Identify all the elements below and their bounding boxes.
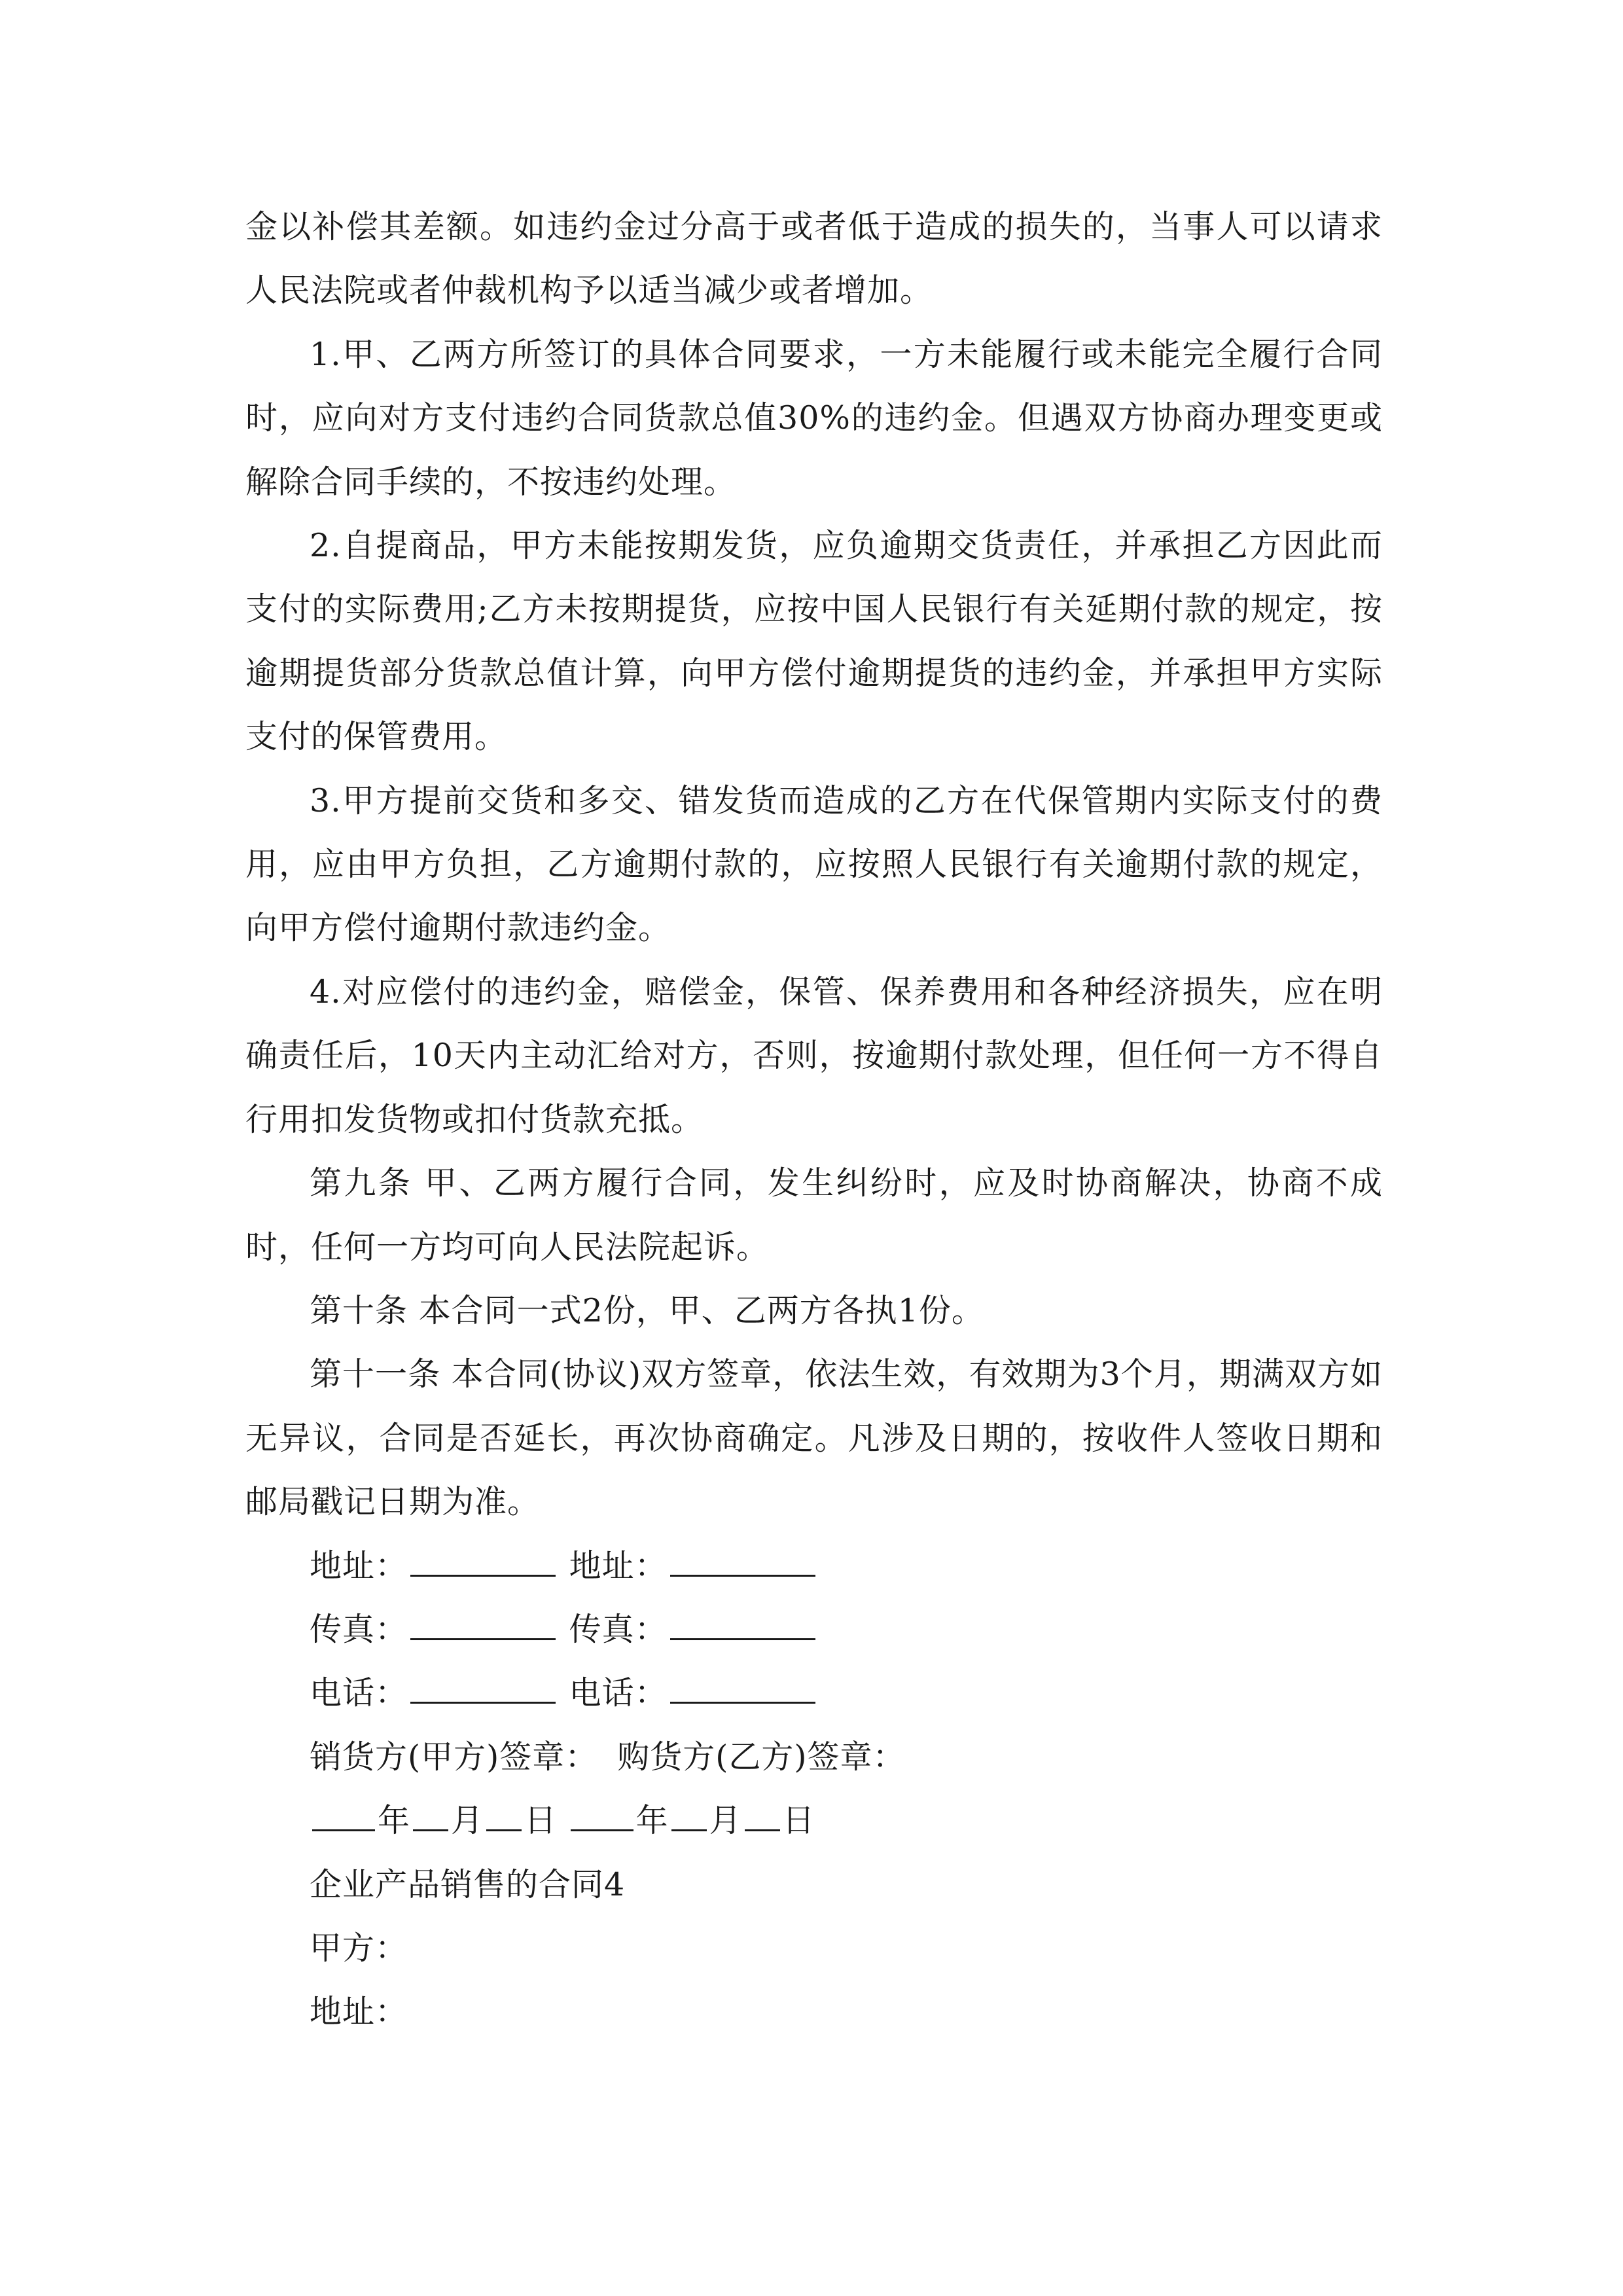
- party-a-label: 甲方：: [310, 1929, 408, 1967]
- phone-row: [245, 1661, 1383, 1725]
- seller-signature-label: 销货方(甲方)签章：: [310, 1738, 598, 1776]
- seller-phone-label: 电话：: [310, 1674, 408, 1712]
- buyer-day-blank: [745, 1795, 780, 1831]
- next-contract-title: 企业产品销售的合同4: [310, 1865, 626, 1903]
- party-a-address-label: 地址：: [310, 1993, 408, 2031]
- buyer-year-blank: [571, 1795, 633, 1831]
- paragraph-article-9: 第九条 甲、乙两方履行合同，发生纠纷时，应及时协商解决，协商不成时，任何一方均可向人民法院起诉。: [245, 1164, 1383, 1266]
- seller-address-label: 地址：: [310, 1547, 408, 1585]
- signature-row: [245, 1725, 1383, 1789]
- seller-day-label: 日: [524, 1802, 558, 1840]
- paragraph-clause-2: 2.自提商品，甲方未能按期发货，应负逾期交货责任，并承担乙方因此而支付的实际费用;乙方未按期提货，应按中国人民银行有关延期付款的规定，按逾期提货部分货款总值计算，向甲方偿付逾期提货的违约金，并承担甲方实际支付的保管费用。: [245, 527, 1383, 756]
- seller-fax-label: 传真：: [310, 1610, 408, 1648]
- seller-month-label: 月: [451, 1802, 484, 1840]
- fax-row: [245, 1598, 1383, 1661]
- seller-address-blank: [410, 1541, 556, 1577]
- buyer-phone-blank: [670, 1668, 815, 1704]
- buyer-phone-label: 电话：: [569, 1674, 668, 1712]
- paragraph-clause-4: 4.对应偿付的违约金，赔偿金，保管、保养费用和各种经济损失，应在明确责任后，10天内主动汇给对方，否则，按逾期付款处理，但任何一方不得自行用扣发货物或扣付货款充抵。: [245, 973, 1383, 1138]
- seller-year-label: 年: [378, 1802, 411, 1840]
- buyer-address-blank: [670, 1541, 815, 1577]
- buyer-fax-blank: [670, 1604, 815, 1640]
- paragraph-penalty-adjustment: 金以补偿其差额。如违约金过分高于或者低于造成的损失的，当事人可以请求人民法院或者仲裁机构予以适当减少或者增加。: [245, 208, 1383, 310]
- paragraph-article-10: 第十条 本合同一式2份，甲、乙两方各执1份。: [310, 1291, 984, 1329]
- buyer-fax-label: 传真：: [569, 1610, 668, 1648]
- seller-year-blank: [312, 1795, 375, 1831]
- buyer-signature-label: 购货方(乙方)签章：: [617, 1738, 906, 1776]
- seller-phone-blank: [410, 1668, 556, 1704]
- seller-fax-blank: [410, 1604, 556, 1640]
- buyer-address-label: 地址：: [569, 1547, 668, 1585]
- buyer-day-label: 日: [782, 1802, 815, 1840]
- buyer-month-label: 月: [709, 1802, 742, 1840]
- paragraph-article-11: 第十一条 本合同(协议)双方签章，依法生效，有效期为3个月，期满双方如无异议，合同是否延长，再次协商确定。凡涉及日期的，按收件人签收日期和邮局戳记日期为准。: [245, 1355, 1383, 1521]
- buyer-year-label: 年: [635, 1802, 669, 1840]
- buyer-month-blank: [671, 1795, 707, 1831]
- paragraph-clause-1: 1.甲、乙两方所签订的具体合同要求，一方未能履行或未能完全履行合同时，应向对方支付违约合同货款总值30%的违约金。但遇双方协商办理变更或解除合同手续的，不按违约处理。: [245, 335, 1383, 501]
- address-row: [245, 1534, 1383, 1598]
- contract-page: [245, 195, 1383, 2044]
- seller-month-blank: [413, 1795, 448, 1831]
- seller-day-blank: [486, 1795, 522, 1831]
- paragraph-clause-3: 3.甲方提前交货和多交、错发货而造成的乙方在代保管期内实际支付的费用，应由甲方负担，乙方逾期付款的，应按照人民银行有关逾期付款的规定，向甲方偿付逾期付款违约金。: [245, 781, 1383, 947]
- date-row: [245, 1789, 1383, 1852]
